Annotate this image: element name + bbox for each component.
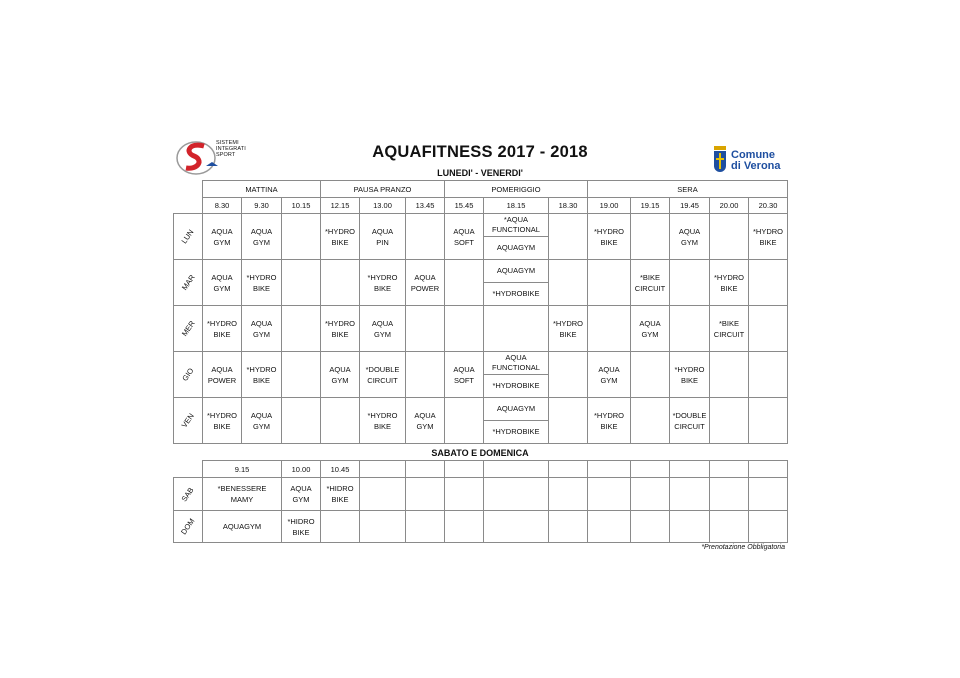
class-cell: AQUA GYM [587, 351, 631, 398]
class-entry: *AQUA FUNCTIONAL [492, 215, 540, 234]
class-cell: AQUA GYM [202, 259, 242, 306]
class-entry: AQUAGYM [496, 266, 536, 275]
day-label-text: LUN [179, 227, 196, 246]
class-entry: *HYDROBIKE [484, 282, 548, 305]
class-cell [548, 213, 588, 260]
day-label-text: MER [179, 319, 197, 338]
day-label-text: DOM [179, 516, 197, 537]
class-cell: *HIDRO BIKE [281, 510, 321, 543]
class-entry: AQUAGYM [496, 404, 536, 413]
time-slot-header: 13.00 [359, 197, 406, 214]
class-cell-split [483, 351, 549, 398]
day-label-text: GIO [180, 366, 196, 383]
time-slot-header: 19.45 [669, 197, 710, 214]
time-slot-header: 19.00 [587, 197, 631, 214]
class-cell: *HYDRO BIKE [587, 213, 631, 260]
class-cell: *HYDRO BIKE [202, 305, 242, 352]
class-cell-empty [359, 510, 406, 543]
weekend-time-header: 10.45 [320, 460, 360, 478]
class-cell: AQUA GYM [202, 213, 242, 260]
time-group-header: MATTINA [202, 180, 321, 198]
class-cell: AQUA GYM [359, 305, 406, 352]
class-cell: *BIKE CIRCUIT [630, 259, 670, 306]
time-group-header: POMERIGGIO [444, 180, 588, 198]
class-cell [709, 213, 749, 260]
page-title: AQUAFITNESS 2017 - 2018 [372, 143, 588, 161]
class-cell: *HYDRO BIKE [202, 397, 242, 444]
class-entry: AQUA FUNCTIONAL [492, 353, 540, 372]
class-cell: *DOUBLE CIRCUIT [669, 397, 710, 444]
time-slot-header: 15.45 [444, 197, 484, 214]
class-cell [444, 397, 484, 444]
class-cell [548, 351, 588, 398]
class-cell: AQUA GYM [320, 351, 360, 398]
class-cell [630, 213, 670, 260]
class-cell: AQUA POWER [405, 259, 445, 306]
class-cell: *HYDRO BIKE [320, 213, 360, 260]
class-cell [669, 259, 710, 306]
class-cell: AQUA SOFT [444, 351, 484, 398]
class-cell [669, 305, 710, 352]
class-cell: *DOUBLE CIRCUIT [359, 351, 406, 398]
class-cell: *HYDRO BIKE [320, 305, 360, 352]
sis-logo-text: SISTEMI INTEGRATI SPORT [216, 140, 246, 158]
class-cell [587, 305, 631, 352]
time-slot-header: 8.30 [202, 197, 242, 214]
class-cell: *HYDRO BIKE [359, 259, 406, 306]
class-cell-empty [709, 477, 749, 511]
weekend-time-header-empty [669, 460, 710, 478]
weekday-subtitle: LUNEDI' - VENERDI' [437, 168, 523, 178]
weekend-time-header-empty [748, 460, 788, 478]
class-cell [709, 397, 749, 444]
class-cell [483, 305, 549, 352]
weekend-time-header-empty [444, 460, 484, 478]
class-cell: *HYDRO BIKE [241, 351, 282, 398]
class-cell [587, 259, 631, 306]
class-cell-empty [630, 510, 670, 543]
class-cell: AQUA GYM [241, 305, 282, 352]
class-cell [748, 259, 788, 306]
class-entry: AQUAGYM [484, 236, 548, 259]
weekend-time-header-empty [405, 460, 445, 478]
class-cell: AQUA GYM [405, 397, 445, 444]
class-cell: *HYDRO BIKE [748, 213, 788, 260]
day-label-text: VEN [179, 411, 197, 430]
class-cell: *HIDRO BIKE [320, 477, 360, 511]
class-cell [320, 259, 360, 306]
class-cell: *HYDRO BIKE [587, 397, 631, 444]
class-cell-empty [359, 477, 406, 511]
class-cell-split [483, 213, 549, 260]
class-cell-empty [405, 477, 445, 511]
comune-verona-text: Comune di Verona [731, 149, 781, 172]
weekend-subtitle: SABATO E DOMENICA [431, 448, 529, 458]
class-cell [630, 397, 670, 444]
weekend-time-header: 9.15 [202, 460, 282, 478]
class-cell: *HYDRO BIKE [548, 305, 588, 352]
day-label-ven [173, 397, 203, 444]
class-cell-empty [669, 477, 710, 511]
class-cell: *HYDRO BIKE [709, 259, 749, 306]
class-cell-empty [630, 477, 670, 511]
class-cell: AQUA GYM [669, 213, 710, 260]
day-label-text: SAB [179, 485, 196, 503]
class-cell-empty [587, 510, 631, 543]
time-slot-header: 13.45 [405, 197, 445, 214]
class-cell-empty [483, 477, 549, 511]
class-cell: *HYDRO BIKE [359, 397, 406, 444]
class-cell [281, 213, 321, 260]
time-slot-header: 10.15 [281, 197, 321, 214]
class-cell-empty [548, 477, 588, 511]
class-cell [630, 351, 670, 398]
weekend-time-header-empty [359, 460, 406, 478]
class-cell-split [483, 397, 549, 444]
weekend-time-header: 10.00 [281, 460, 321, 478]
class-cell-split [483, 259, 549, 306]
class-cell: *BENESSERE MAMY [202, 477, 282, 511]
time-group-header: PAUSA PRANZO [320, 180, 445, 198]
weekend-time-header-empty [548, 460, 588, 478]
class-cell-empty [548, 510, 588, 543]
class-cell: AQUA GYM [241, 213, 282, 260]
class-cell: *HYDRO BIKE [669, 351, 710, 398]
weekend-time-header-empty [587, 460, 631, 478]
class-cell [320, 510, 360, 543]
class-cell [444, 259, 484, 306]
day-label-gio [173, 351, 203, 398]
class-cell [405, 213, 445, 260]
class-cell [281, 305, 321, 352]
time-slot-header: 18.15 [483, 197, 549, 214]
class-entry: *HYDROBIKE [484, 374, 548, 397]
class-cell [405, 305, 445, 352]
day-label-sab [173, 477, 203, 511]
weekend-time-header-empty [483, 460, 549, 478]
class-cell: *HYDRO BIKE [241, 259, 282, 306]
class-entry: *HYDROBIKE [484, 420, 548, 443]
class-cell [709, 351, 749, 398]
class-cell-empty [709, 510, 749, 543]
class-cell: AQUA PIN [359, 213, 406, 260]
class-cell: AQUA GYM [241, 397, 282, 444]
day-label-dom [173, 510, 203, 543]
time-group-header: SERA [587, 180, 788, 198]
class-cell-empty [444, 477, 484, 511]
class-cell: *BIKE CIRCUIT [709, 305, 749, 352]
class-cell-empty [748, 477, 788, 511]
class-cell [281, 351, 321, 398]
class-cell-empty [444, 510, 484, 543]
class-cell [444, 305, 484, 352]
day-label-text: MAR [179, 273, 197, 292]
class-cell [548, 259, 588, 306]
weekend-time-header-empty [709, 460, 749, 478]
day-label-lun [173, 213, 203, 260]
weekend-time-header-empty [630, 460, 670, 478]
class-cell [748, 305, 788, 352]
class-cell [405, 351, 445, 398]
time-slot-header: 19.15 [630, 197, 670, 214]
class-cell: AQUAGYM [202, 510, 282, 543]
time-slot-header: 20.00 [709, 197, 749, 214]
day-label-mer [173, 305, 203, 352]
class-cell: AQUA POWER [202, 351, 242, 398]
corner-blank [173, 180, 203, 214]
time-slot-header: 20.30 [748, 197, 788, 214]
time-slot-header: 9.30 [241, 197, 282, 214]
class-cell: AQUA GYM [281, 477, 321, 511]
class-cell [748, 351, 788, 398]
booking-footnote: *Prenotazione Obbligatoria [701, 544, 785, 551]
class-cell-empty [405, 510, 445, 543]
time-slot-header: 12.15 [320, 197, 360, 214]
class-cell: AQUA GYM [630, 305, 670, 352]
class-cell-empty [748, 510, 788, 543]
class-cell [548, 397, 588, 444]
day-label-mar [173, 259, 203, 306]
class-cell [748, 397, 788, 444]
class-cell [281, 397, 321, 444]
class-cell-empty [587, 477, 631, 511]
class-cell [320, 397, 360, 444]
class-cell: AQUA SOFT [444, 213, 484, 260]
class-cell-empty [483, 510, 549, 543]
time-slot-header: 18.30 [548, 197, 588, 214]
class-cell [281, 259, 321, 306]
class-cell-empty [669, 510, 710, 543]
